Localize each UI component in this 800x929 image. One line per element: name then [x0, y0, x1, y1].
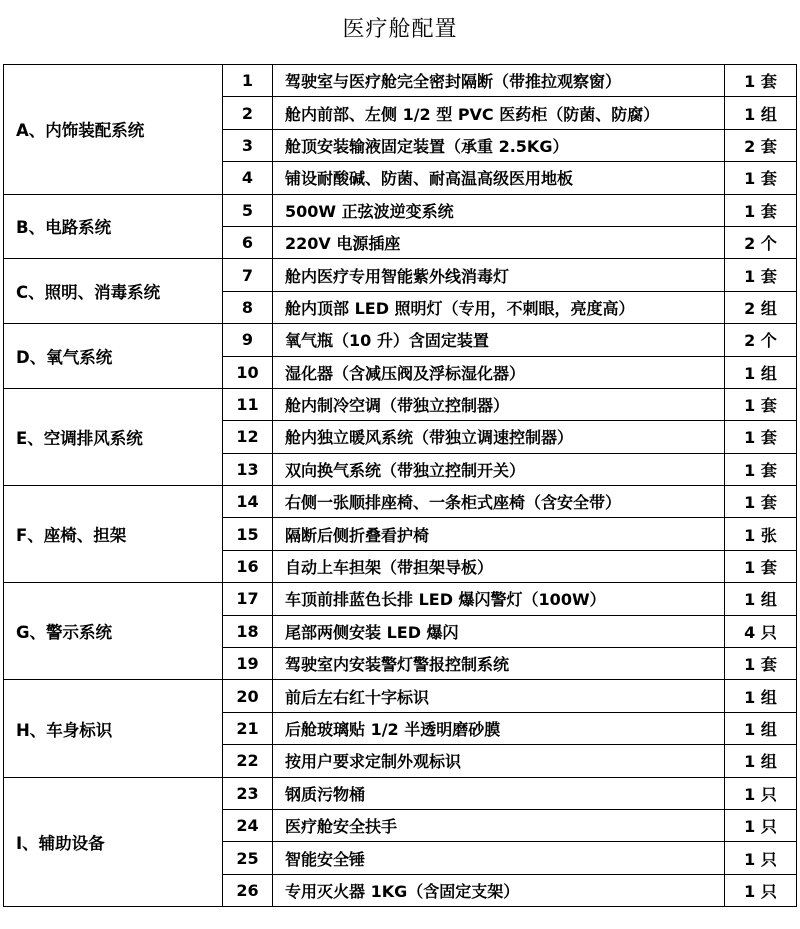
- number-cell: 26: [223, 874, 273, 906]
- number-cell: 8: [223, 291, 273, 323]
- number-cell: 22: [223, 745, 273, 777]
- item-cell: 智能安全锤: [273, 842, 725, 874]
- page-title: 医疗舱配置: [342, 17, 458, 42]
- quantity-cell: 1 组: [725, 745, 797, 777]
- quantity-cell: 1 张: [725, 518, 797, 550]
- table-row: [4, 324, 797, 356]
- item-cell: 舱内医疗专用智能紫外线消毒灯: [273, 259, 725, 291]
- item-cell: 按用户要求定制外观标识: [273, 745, 725, 777]
- number-cell: 20: [223, 680, 273, 712]
- item-cell: 舱内制冷空调（带独立控制器）: [273, 388, 725, 420]
- quantity-cell: 1 套: [725, 194, 797, 226]
- number-cell: 12: [223, 421, 273, 453]
- number-cell: 4: [223, 162, 273, 194]
- quantity-cell: 1 套: [725, 65, 797, 97]
- item-cell: 自动上车担架（带担架导板）: [273, 550, 725, 582]
- number-cell: 19: [223, 648, 273, 680]
- quantity-cell: 1 只: [725, 842, 797, 874]
- number-cell: 17: [223, 583, 273, 615]
- number-cell: 25: [223, 842, 273, 874]
- config-table: [3, 64, 797, 907]
- item-cell: 前后左右红十字标识: [273, 680, 725, 712]
- category-cell: B、电路系统: [4, 194, 223, 259]
- item-cell: 500W 正弦波逆变系统: [273, 194, 725, 226]
- item-cell: 尾部两侧安装 LED 爆闪: [273, 615, 725, 647]
- category-cell: F、座椅、担架: [4, 486, 223, 583]
- quantity-cell: 1 套: [725, 648, 797, 680]
- quantity-cell: 1 套: [725, 453, 797, 485]
- category-cell: D、氧气系统: [4, 324, 223, 389]
- quantity-cell: 4 只: [725, 615, 797, 647]
- category-cell: E、空调排风系统: [4, 388, 223, 485]
- quantity-cell: 1 套: [725, 162, 797, 194]
- quantity-cell: 2 套: [725, 129, 797, 161]
- table-row: [4, 259, 797, 291]
- quantity-cell: 1 组: [725, 97, 797, 129]
- config-table-body: [4, 65, 797, 907]
- item-cell: 隔断后侧折叠看护椅: [273, 518, 725, 550]
- item-cell: 湿化器（含减压阀及浮标湿化器）: [273, 356, 725, 388]
- number-cell: 21: [223, 712, 273, 744]
- item-cell: 舱内独立暖风系统（带独立调速控制器）: [273, 421, 725, 453]
- item-cell: 钢质污物桶: [273, 777, 725, 809]
- quantity-cell: 2 组: [725, 291, 797, 323]
- number-cell: 15: [223, 518, 273, 550]
- quantity-cell: 1 套: [725, 259, 797, 291]
- number-cell: 14: [223, 486, 273, 518]
- number-cell: 11: [223, 388, 273, 420]
- table-row: [4, 65, 797, 97]
- number-cell: 13: [223, 453, 273, 485]
- item-cell: 铺设耐酸碱、防菌、耐高温高级医用地板: [273, 162, 725, 194]
- number-cell: 2: [223, 97, 273, 129]
- quantity-cell: 1 套: [725, 388, 797, 420]
- number-cell: 1: [223, 65, 273, 97]
- quantity-cell: 1 套: [725, 486, 797, 518]
- item-cell: 医疗舱安全扶手: [273, 809, 725, 841]
- number-cell: 18: [223, 615, 273, 647]
- quantity-cell: 2 个: [725, 324, 797, 356]
- number-cell: 7: [223, 259, 273, 291]
- table-row: [4, 388, 797, 420]
- number-cell: 9: [223, 324, 273, 356]
- quantity-cell: 1 组: [725, 583, 797, 615]
- number-cell: 6: [223, 226, 273, 258]
- quantity-cell: 1 只: [725, 777, 797, 809]
- number-cell: 24: [223, 809, 273, 841]
- item-cell: 右侧一张顺排座椅、一条柜式座椅（含安全带）: [273, 486, 725, 518]
- category-cell: I、辅助设备: [4, 777, 223, 907]
- category-cell: A、内饰装配系统: [4, 65, 223, 195]
- number-cell: 16: [223, 550, 273, 582]
- quantity-cell: 1 只: [725, 809, 797, 841]
- category-cell: G、警示系统: [4, 583, 223, 680]
- number-cell: 3: [223, 129, 273, 161]
- item-cell: 220V 电源插座: [273, 226, 725, 258]
- table-row: [4, 486, 797, 518]
- quantity-cell: 1 组: [725, 712, 797, 744]
- item-cell: 车顶前排蓝色长排 LED 爆闪警灯（100W）: [273, 583, 725, 615]
- item-cell: 双向换气系统（带独立控制开关）: [273, 453, 725, 485]
- quantity-cell: 1 套: [725, 421, 797, 453]
- quantity-cell: 2 个: [725, 226, 797, 258]
- category-cell: H、车身标识: [4, 680, 223, 777]
- item-cell: 专用灭火器 1KG（含固定支架）: [273, 874, 725, 906]
- item-cell: 舱内前部、左侧 1/2 型 PVC 医药柜（防菌、防腐）: [273, 97, 725, 129]
- category-cell: C、照明、消毒系统: [4, 259, 223, 324]
- item-cell: 舱内顶部 LED 照明灯（专用，不刺眼，亮度高）: [273, 291, 725, 323]
- quantity-cell: 1 组: [725, 356, 797, 388]
- item-cell: 舱顶安装输液固定装置（承重 2.5KG）: [273, 129, 725, 161]
- table-row: [4, 680, 797, 712]
- item-cell: 驾驶室内安装警灯警报控制系统: [273, 648, 725, 680]
- item-cell: 后舱玻璃贴 1/2 半透明磨砂膜: [273, 712, 725, 744]
- table-row: [4, 583, 797, 615]
- table-row: [4, 777, 797, 809]
- number-cell: 5: [223, 194, 273, 226]
- number-cell: 10: [223, 356, 273, 388]
- quantity-cell: 1 套: [725, 550, 797, 582]
- table-row: [4, 194, 797, 226]
- item-cell: 氧气瓶（10 升）含固定装置: [273, 324, 725, 356]
- quantity-cell: 1 组: [725, 680, 797, 712]
- quantity-cell: 1 只: [725, 874, 797, 906]
- item-cell: 驾驶室与医疗舱完全密封隔断（带推拉观察窗）: [273, 65, 725, 97]
- number-cell: 23: [223, 777, 273, 809]
